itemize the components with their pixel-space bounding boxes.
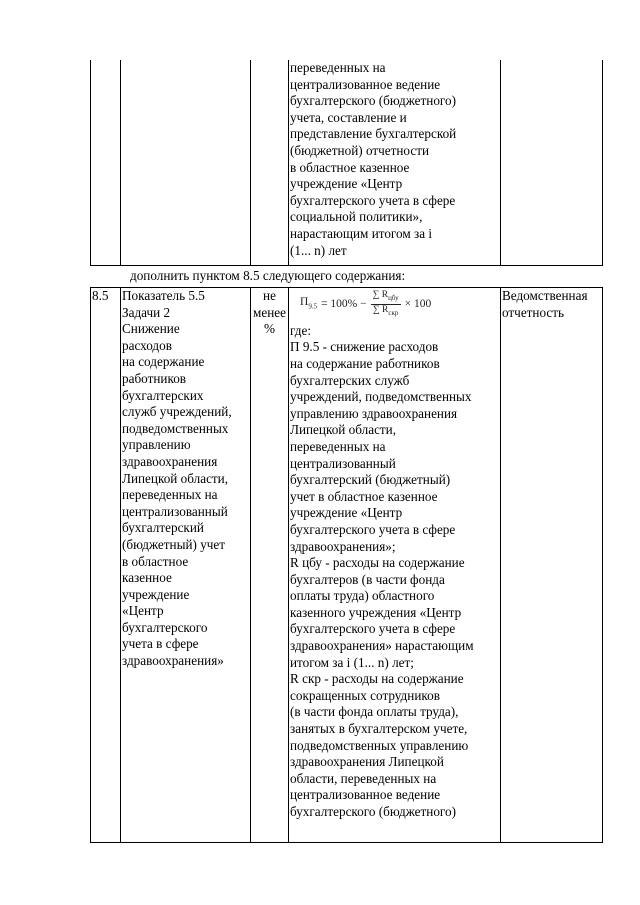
text-line: Показатель 5.5 xyxy=(122,288,205,303)
formula-numerator: ∑ R xyxy=(372,290,389,300)
text-line: казенного учреждения «Центр xyxy=(290,604,462,620)
text-line: переведенных на xyxy=(122,487,218,503)
text-line: централизованное ведение xyxy=(290,76,441,92)
text-line: учет в областное казенное xyxy=(290,488,438,504)
text-line: «Центр xyxy=(122,603,164,619)
text-line: служб учреждений, xyxy=(122,404,232,420)
text-line: % xyxy=(264,321,275,337)
table-row xyxy=(91,288,603,843)
text-line: бухгалтерского учета в сфере xyxy=(290,192,456,208)
text-line: отчетность xyxy=(502,304,565,320)
text-line: оплаты труда) областного xyxy=(290,588,435,604)
text-line: представление бухгалтерской xyxy=(290,126,457,142)
table-row-8-5 xyxy=(90,287,603,843)
text-line: (1... n) лет xyxy=(290,242,347,258)
text-line: подведомственных управлению xyxy=(290,737,469,753)
text-line: учета, составление и xyxy=(290,109,407,125)
text-line: П 9.5 - снижение расходов xyxy=(290,339,439,355)
text-line: управлению xyxy=(122,437,191,453)
text-line: (в части фонда оплаты труда), xyxy=(290,704,459,720)
text-line: социальной политики», xyxy=(290,209,423,225)
formula xyxy=(300,290,499,319)
table-row xyxy=(91,60,603,266)
text-line: здравоохранения Липецкой xyxy=(290,754,444,770)
cell-source xyxy=(501,288,603,843)
text-line: Липецкой области, xyxy=(290,422,397,438)
text-line: бухгалтерского (бюджетного) xyxy=(290,93,456,109)
formula-numerator-sub: цбу xyxy=(388,293,399,302)
cell-source xyxy=(501,60,603,266)
text-line: здравоохранения» xyxy=(122,653,224,669)
text-line: здравоохранения xyxy=(122,453,218,469)
text-line: бухгалтерского (бюджетного) xyxy=(290,804,456,819)
cell-unit xyxy=(251,288,289,843)
text-line: расходов xyxy=(122,337,172,353)
cell-indicator xyxy=(121,60,251,266)
formula-lhs-sub: 9.5 xyxy=(308,302,318,311)
cell-number: 8.5 xyxy=(91,288,121,843)
text-line: учреждений, подведомственных xyxy=(290,389,472,405)
text-line: в областное xyxy=(122,553,189,569)
text-line: менее xyxy=(253,304,286,320)
text-line: здравоохранения» нарастающим xyxy=(290,638,474,654)
text-line: Липецкой области, xyxy=(122,470,229,486)
text-line: учреждение xyxy=(122,586,190,602)
text-line: казенное xyxy=(122,570,172,586)
cell-number xyxy=(91,60,121,266)
text-line: бухгалтерский (бюджетный) xyxy=(290,472,451,488)
text-line: Снижение xyxy=(122,321,180,337)
cell-unit xyxy=(251,60,289,266)
text-line: сокращенных сотрудников xyxy=(290,687,440,703)
cell-formula xyxy=(289,60,501,266)
text-line: не xyxy=(263,288,276,303)
formula-denominator-sub: скр xyxy=(388,308,399,317)
text-line: учреждение «Центр xyxy=(290,176,403,192)
text-line: (бюджетный) учет xyxy=(122,536,226,552)
text-line: бухгалтерского учета в сфере xyxy=(290,521,456,537)
formula-eq: = 100% − xyxy=(321,298,367,311)
formula-denominator: ∑ R xyxy=(372,304,389,315)
text-line: нарастающим итогом за i xyxy=(290,225,433,241)
text-line: работников xyxy=(122,370,187,386)
text-line: Ведомственная xyxy=(502,288,588,303)
text-line: R цбу - расходы на содержание xyxy=(290,555,465,571)
text-line: здравоохранения»; xyxy=(290,538,396,554)
text-line: бухгалтерский xyxy=(122,520,204,536)
text-line: где: xyxy=(290,322,311,338)
amendment-note: дополнить пунктом 8.5 следующего содержания: xyxy=(130,268,406,283)
cell-indicator xyxy=(121,288,251,843)
text-line: (бюджетной) отчетности xyxy=(290,142,430,158)
text-line: переведенных на xyxy=(290,60,386,75)
text-line: подведомственных xyxy=(122,420,229,436)
text-line: управлению здравоохранения xyxy=(290,405,458,421)
cell-formula xyxy=(289,288,501,843)
text-line: области, переведенных на xyxy=(290,770,437,786)
text-line: итогом за i (1... n) лет; xyxy=(290,654,414,670)
formula-fraction xyxy=(371,290,401,319)
text-line: централизованный xyxy=(122,503,228,519)
text-line: бухгалтеров (в части фонда xyxy=(290,571,445,587)
text-line: переведенных на xyxy=(290,438,386,454)
formula-tail: × 100 xyxy=(404,298,432,311)
text-line: бухгалтерского xyxy=(122,619,208,635)
text-line: R скр - расходы на содержание xyxy=(290,671,464,687)
text-line: бухгалтерских xyxy=(122,387,204,403)
text-line: бухгалтерского учета в сфере xyxy=(290,621,456,637)
text-line: учета в сфере xyxy=(122,636,199,652)
text-line: в областное казенное xyxy=(290,159,410,175)
formula-description xyxy=(290,323,499,821)
table-continuation xyxy=(90,60,603,266)
text-line: занятых в бухгалтерском учете, xyxy=(290,721,468,737)
text-line: Задачи 2 xyxy=(122,304,171,320)
text-line: бухгалтерских служб xyxy=(290,372,410,388)
text-line: централизованное ведение xyxy=(290,787,441,803)
text-line: централизованный xyxy=(290,455,396,471)
formula-lhs: П xyxy=(300,296,309,309)
text-line: на содержание xyxy=(122,354,205,370)
text-line: учреждение «Центр xyxy=(290,505,403,521)
text-line: на содержание работников xyxy=(290,355,440,371)
